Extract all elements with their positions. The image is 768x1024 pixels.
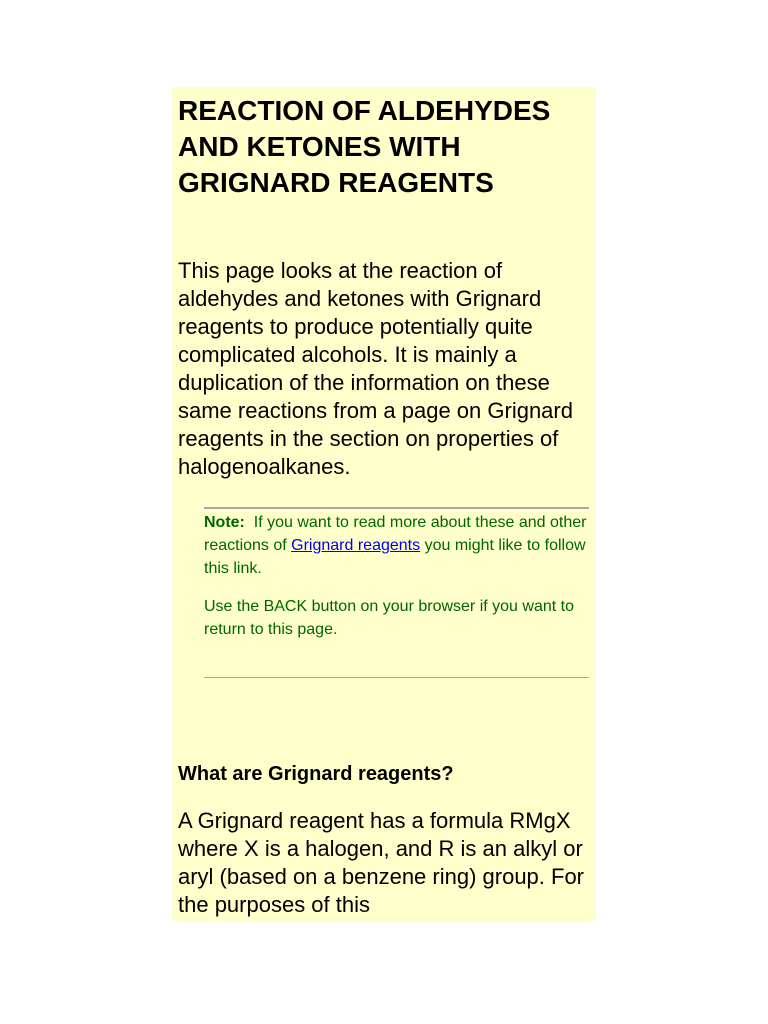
note-text-before: If you want to read more about these and other reactions of: [204, 514, 587, 554]
document-page: [172, 87, 596, 921]
back-button-note: Use the BACK button on your browser if you want to return to this page.: [204, 598, 574, 638]
page-title: REACTION OF ALDEHYDES AND KETONES WITH GRIGNARD REAGENTS: [178, 95, 551, 198]
note-text-after: you might like to follow this link.: [204, 537, 586, 577]
note-top-divider: [204, 507, 589, 509]
note-paragraph: [204, 511, 589, 580]
section-heading: What are Grignard reagents?: [178, 763, 454, 785]
note-label: Note:: [204, 514, 245, 531]
section-paragraph: A Grignard reagent has a formula RMgX where X is a halogen, and R is an alkyl or aryl (based on a benzene ring) group. For the purposes of this: [178, 808, 585, 917]
grignard-reagents-link[interactable]: Grignard reagents: [291, 537, 421, 554]
note-box: [204, 507, 589, 678]
intro-paragraph: This page looks at the reaction of aldehydes and ketones with Grignard reagents to produce potentially quite complicated alcohols. It is mainly a duplication of the information on these same reactions from a page on Grignard reagents in the section on properties of halogenoalkanes.: [178, 258, 573, 479]
note-bottom-divider: [204, 677, 589, 678]
